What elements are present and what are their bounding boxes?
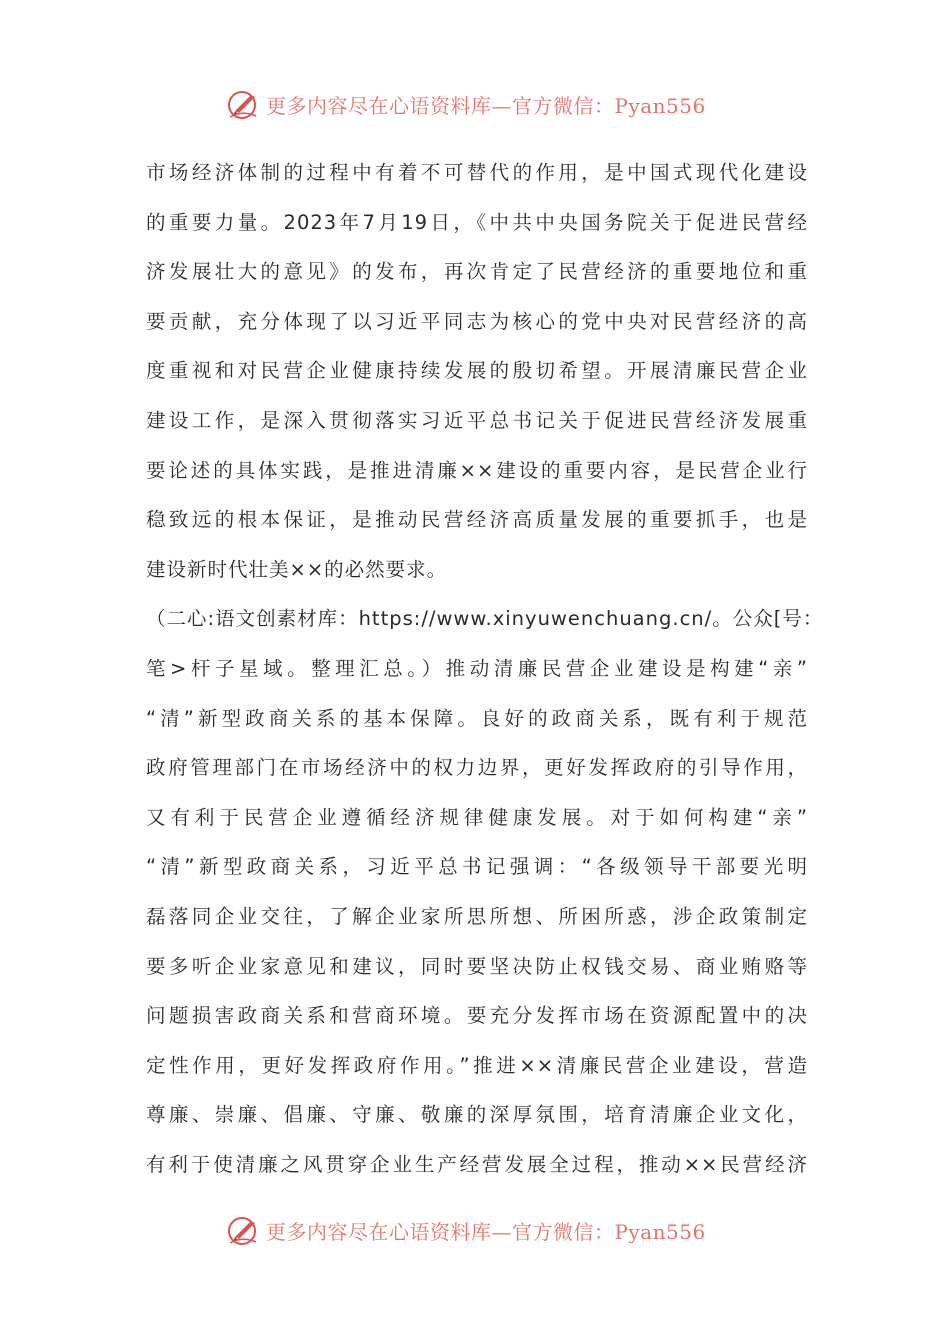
body-line: 建设新时代壮美××的必然要求。 — [146, 557, 448, 581]
body-line: 有利于使清廉之风贯穿企业生产经营发展全过程，推动××民营经济 — [146, 1152, 808, 1176]
body-line: 建设工作，是深入贯彻落实习近平总书记关于促进民营经济发展重 — [146, 408, 808, 432]
body-line: 定性作用，更好发挥政府作用。”推进××清廉民营企业建设，营造 — [146, 1053, 808, 1077]
body-line: 要贡献，充分体现了以习近平同志为核心的党中央对民营经济的高 — [146, 309, 808, 333]
pen-logo-icon — [226, 1212, 262, 1248]
body-line: 笔>杆子星域。整理汇总。）推动清廉民营企业建设是构建“亲” — [146, 656, 808, 680]
body-line: 稳致远的根本保证，是推动民营经济高质量发展的重要抓手，也是 — [146, 508, 808, 532]
body-line: 度重视和对民营企业健康持续发展的殷切希望。开展清廉民营企业 — [146, 359, 808, 383]
body-line: 济发展壮大的意见》的发布，再次肯定了民营经济的重要地位和重 — [146, 260, 808, 284]
pen-logo-icon — [226, 86, 262, 122]
body-line: “清”新型政商关系的基本保障。良好的政商关系，既有利于规范 — [146, 706, 808, 730]
body-line: 尊廉、崇廉、倡廉、守廉、敬廉的深厚氛围，培育清廉企业文化， — [146, 1103, 808, 1127]
body-line: 政府管理部门在市场经济中的权力边界，更好发挥政府的引导作用， — [146, 756, 808, 780]
body-line: 磊落同企业交往，了解企业家所思所想、所困所惑，涉企政策制定 — [146, 904, 808, 928]
body-line: 市场经济体制的过程中有着不可替代的作用，是中国式现代化建设 — [146, 161, 808, 184]
footer-banner-text: 更多内容尽在心语资料库—官方微信：Pyan556 — [266, 1219, 706, 1244]
header-banner-text: 更多内容尽在心语资料库—官方微信：Pyan556 — [266, 93, 706, 118]
body-line: “清”新型政商关系，习近平总书记强调：“各级领导干部要光明 — [146, 855, 808, 879]
body-line: 的重要力量。2023年7月19日，《中共中央国务院关于促进民营经 — [146, 210, 808, 234]
header-banner — [226, 84, 706, 124]
body-line: 要多听企业家意见和建议，同时要坚决防止权钱交易、商业贿赂等 — [146, 954, 808, 978]
body-line: 又有利于民营企业遵循经济规律健康发展。对于如何构建“亲” — [146, 805, 808, 829]
body-line: 问题损害政商关系和营商环境。要充分发挥市场在资源配置中的决 — [146, 1004, 808, 1028]
body-line: 要论述的具体实践，是推进清廉××建设的重要内容，是民营企业行 — [146, 458, 808, 482]
body-line: （二心:语文创素材库：https://www.xinyuwenchuang.cn/。公众[号： — [146, 607, 824, 631]
document-body — [146, 148, 824, 1189]
footer-banner — [226, 1210, 706, 1250]
